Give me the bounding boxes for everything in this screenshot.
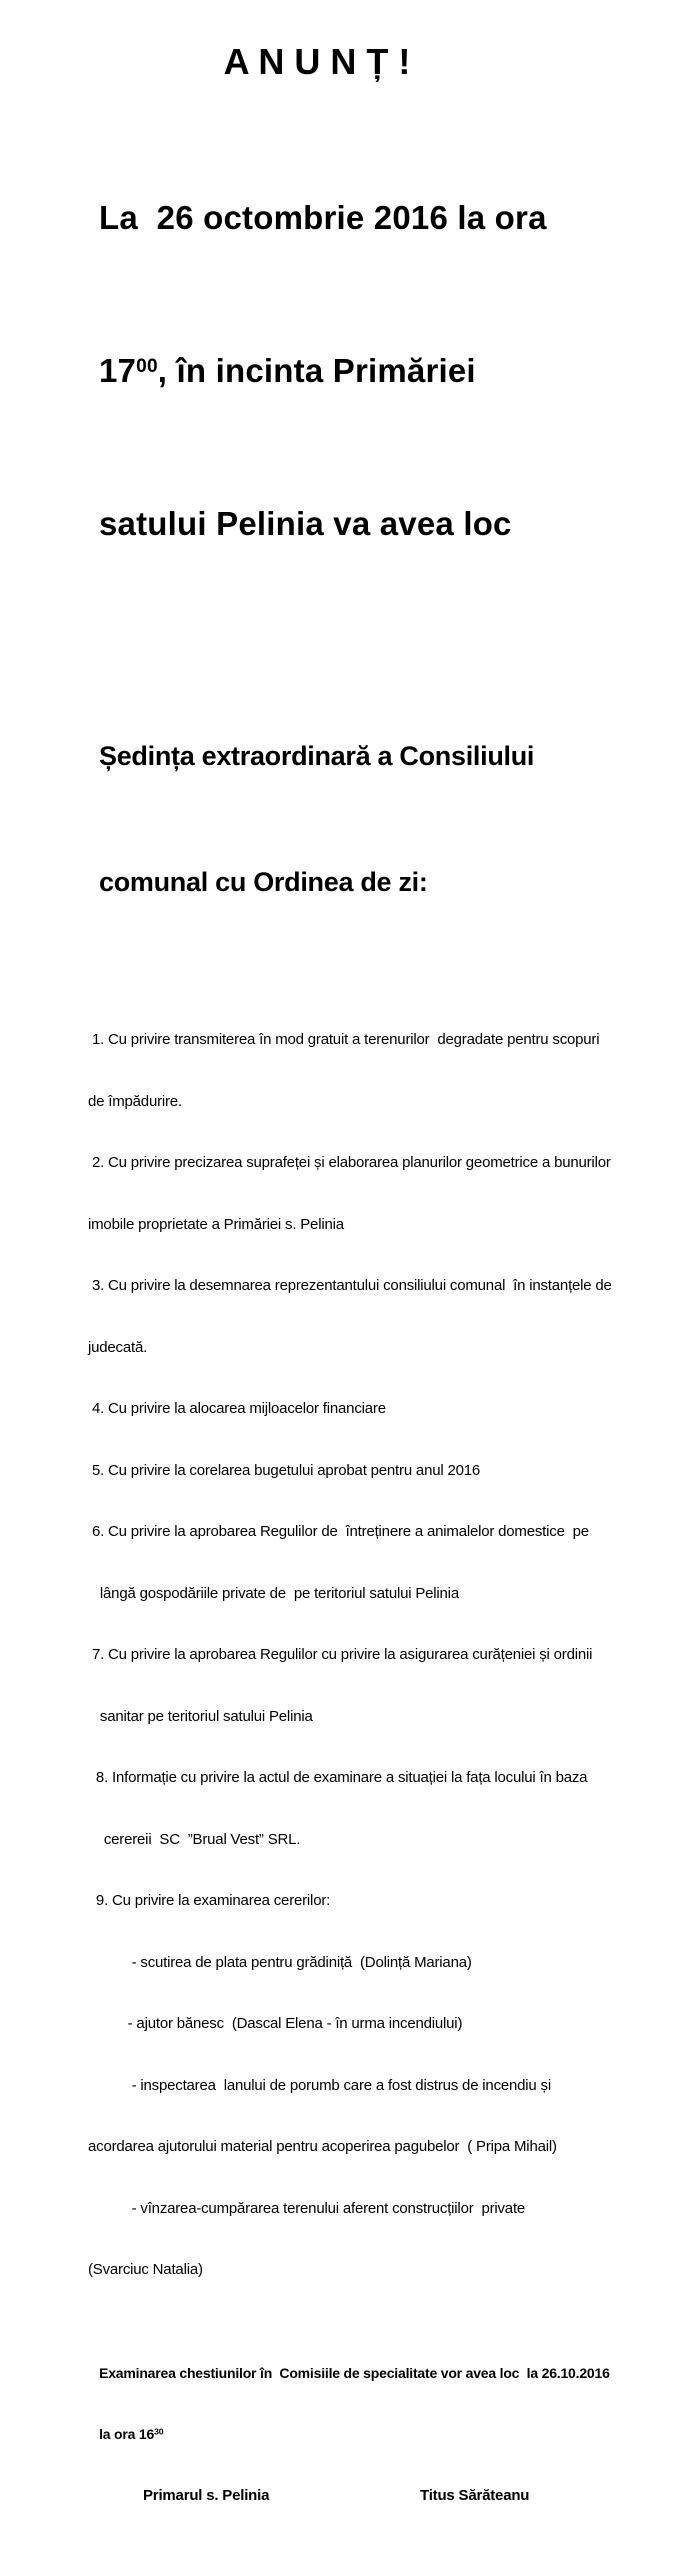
superscript-minutes: 30	[154, 2426, 164, 2437]
superscript-hour: 00	[136, 356, 158, 378]
agenda-line: 3. Cu privire la desemnarea reprezentantului consiliului comunal în instanțele de	[88, 1277, 612, 1294]
agenda-line: - scutirea de plata pentru grădiniță (Dolință Mariana)	[88, 1953, 472, 1971]
signature-name: Titus Sărăteanu	[420, 2486, 530, 2504]
announcement-page	[0, 41, 690, 2504]
heading-time-prefix: 17	[99, 352, 137, 389]
agenda-line: cerereii SC ”Brual Vest” SRL.	[88, 1830, 301, 1848]
announcement-title: A N U N Ț !	[223, 41, 411, 82]
agenda-line: 5. Cu privire la corelarea bugetului aprobat pentru anul 2016	[88, 1461, 481, 1479]
heading-block	[99, 90, 690, 651]
subheading-line: Ședința extraordinară a Consiliului	[99, 741, 535, 771]
agenda-line: acordarea ajutorului material pentru acoperirea pagubelor ( Pripa Mihail)	[88, 2138, 557, 2155]
agenda-line: 2. Cu privire precizarea suprafeței și elaborarea planurilor geometrice a bunurilor	[88, 1154, 611, 1171]
agenda-line: - ajutor bănesc (Dascal Elena - în urma incendiului)	[88, 2015, 463, 2032]
agenda-line: - vînzarea-cumpărarea terenului aferent construcțiilor private	[88, 2199, 526, 2217]
footer-time-prefix: la ora 16	[88, 2426, 155, 2442]
agenda-line: 9. Cu privire la examinarea cererilor:	[88, 1892, 331, 1909]
heading-line: satului Pelinia va avea loc	[99, 505, 512, 542]
heading-line: La 26 octombrie 2016 la ora	[99, 199, 547, 236]
agenda-line: 8. Informație cu privire la actul de examinare a situației la fața locului în baza	[88, 1769, 588, 1786]
agenda-line: imobile proprietate a Primăriei s. Pelinia	[88, 1215, 344, 1233]
signature-role: Primarul s. Pelinia	[143, 2486, 270, 2504]
agenda-line: - inspectarea lanului de porumb care a fost distrus de incendiu și	[88, 2076, 551, 2094]
agenda-list	[88, 989, 690, 2322]
heading-line	[99, 345, 690, 396]
footer-note-line	[88, 2424, 690, 2445]
agenda-line: 1. Cu privire transmiterea în mod gratuit a terenurilor degradate pentru scopuri	[88, 1031, 600, 1048]
agenda-line: 7. Cu privire la aprobarea Regulilor cu privire la asigurarea curățeniei și ordinii	[88, 1646, 593, 1663]
heading-time-suffix: , în incinta Primăriei	[157, 352, 476, 389]
footer-note-line: Examinarea chestiunilor în Comisiile de specialitate vor avea loc la 26.10.2016	[88, 2364, 610, 2381]
agenda-line: 4. Cu privire la alocarea mijloacelor financiare	[88, 1400, 386, 1417]
subheading-line: comunal cu Ordinea de zi:	[99, 867, 428, 897]
footer-block	[88, 2322, 690, 2548]
agenda-line: de împădurire.	[88, 1092, 182, 1110]
subheading-block	[99, 651, 690, 987]
agenda-line: lângă gospodăriile private de pe teritoriul satului Pelinia	[88, 1584, 459, 1602]
agenda-line: sanitar pe teritoriul satului Pelinia	[88, 1707, 313, 1725]
agenda-line: judecată.	[88, 1338, 148, 1356]
agenda-line: 6. Cu privire la aprobarea Regulilor de întreținere a animalelor domestice pe	[88, 1523, 589, 1540]
signature-line	[88, 2486, 690, 2507]
agenda-line: (Svarciuc Natalia)	[88, 2261, 203, 2278]
